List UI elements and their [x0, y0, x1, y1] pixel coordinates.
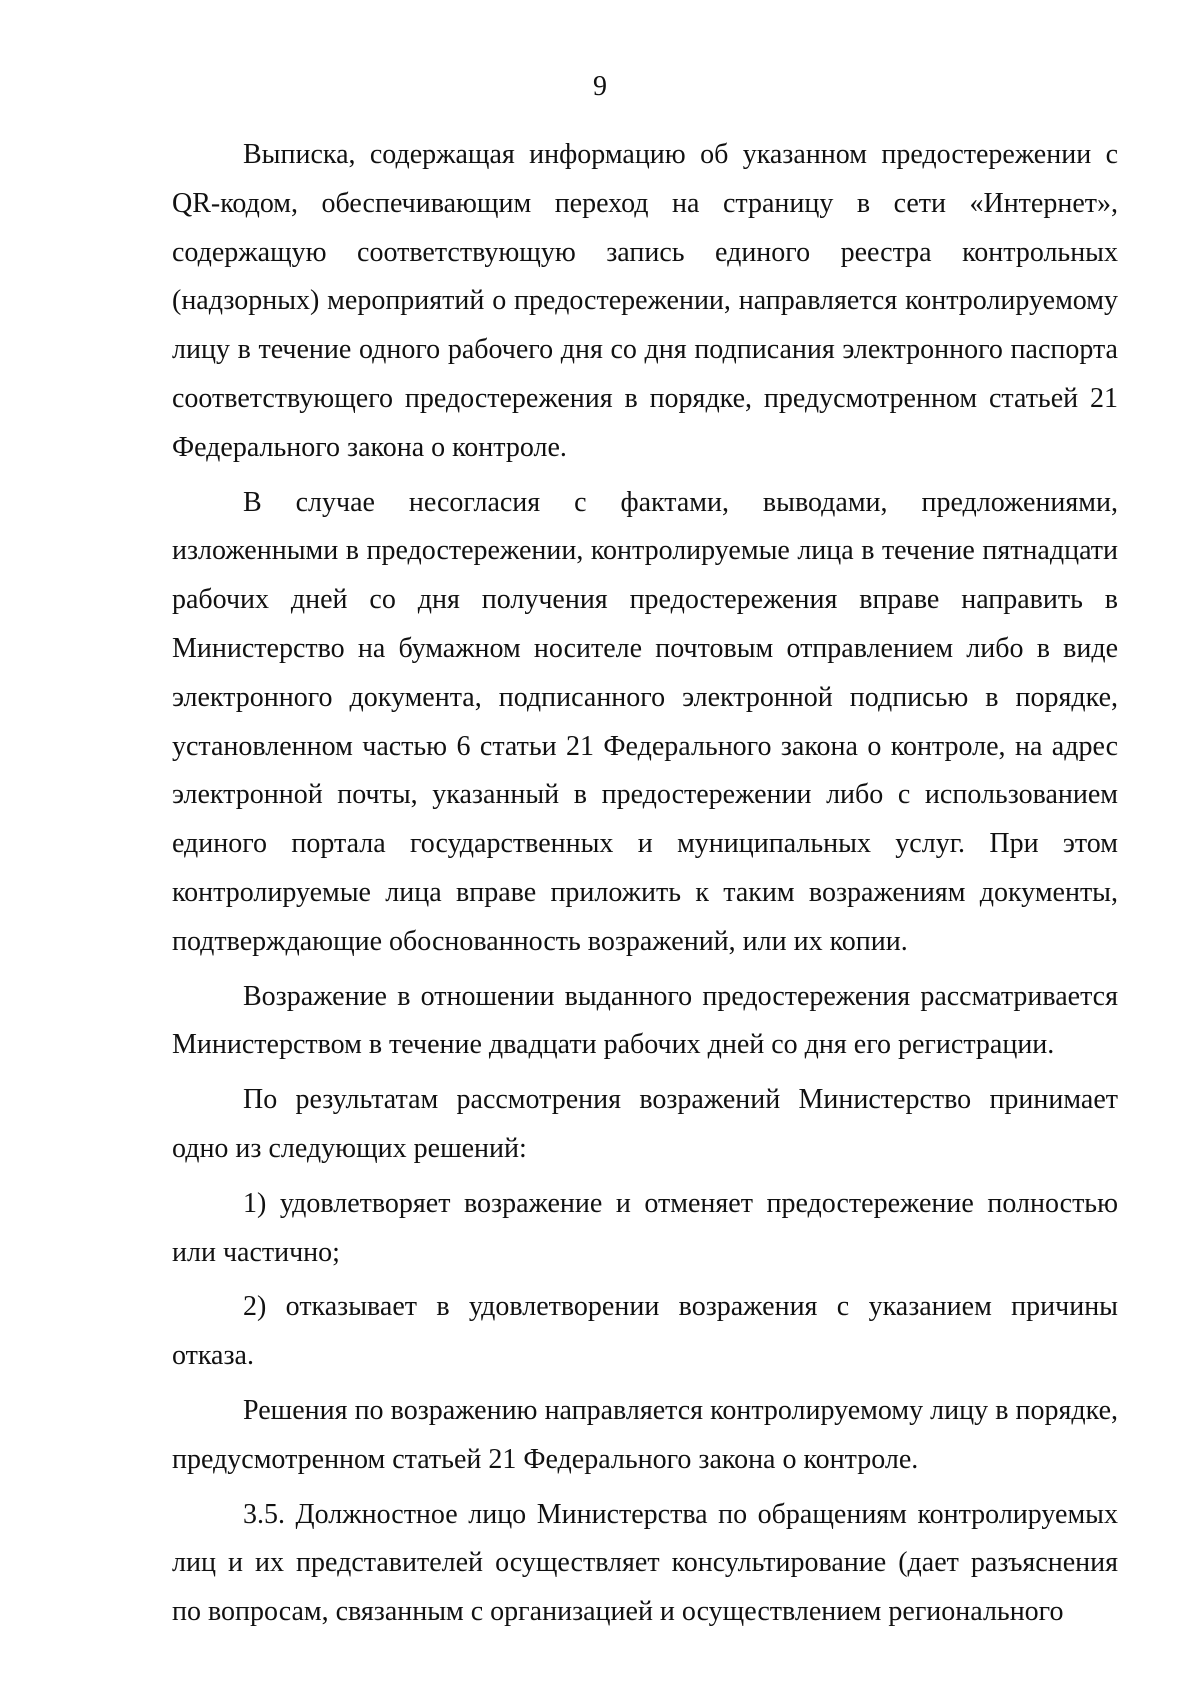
paragraph-extract-notice: Выписка, содержащая информацию об указанном предостережении с QR-кодом, обеспечивающим переход на страницу в сети «Интернет», содержащую соответствующую запись единого реестра контрольных (надзорных) мероприятий о предостережении, направляется контролируемому лицу в течение одного рабочего дня со дня подписания электронного паспорта соответствующего предостережения в порядке, предусмотренном статьей 21 Федерального закона о контроле.: [172, 139, 1118, 463]
paragraph-objection-procedure: В случае несогласия с фактами, выводами, предложениями, изложенными в предостережении, контролируемые лица в течение пятнадцати рабочих дней со дня получения предостережения вправе направить в Министерство на бумажном носителе почтовым отправлением либо в виде электронного документа, подписанного электронной подписью в порядке, установленном частью 6 статьи 21 Федерального закона о контроле, на адрес электронной почты, указанный в предостережении либо с использованием единого портала государственных и муниципальных услуг. При этом контролируемые лица вправе приложить к таким возражениям документы, подтверждающие обоснованность возражений, или их копии.: [172, 486, 1118, 957]
paragraph-decision-delivery: Решения по возражению направляется контролируемому лицу в порядке, предусмотренном статьей 21 Федерального закона о контроле.: [172, 1394, 1118, 1475]
list-item-decision-1: 1) удовлетворяет возражение и отменяет предостережение полностью или частично;: [172, 1187, 1118, 1268]
list-item-decision-2: 2) отказывает в удовлетворении возражения с указанием причины отказа.: [172, 1291, 1118, 1372]
paragraph-section-3-5: 3.5. Должностное лицо Министерства по обращениям контролируемых лиц и их представителей осуществляет консультирование (дает разъяснения по вопросам, связанным с организацией и осуществлением регионального: [172, 1498, 1118, 1628]
document-body: [172, 131, 1118, 1643]
paragraph-review-results: По результатам рассмотрения возражений Министерство принимает одно из следующих решений:: [172, 1084, 1118, 1164]
paragraph-objection-review: Возражение в отношении выданного предостережения рассматривается Министерством в течение двадцати рабочих дней со дня его регистрации.: [172, 980, 1118, 1061]
page-number: 9: [593, 71, 607, 102]
